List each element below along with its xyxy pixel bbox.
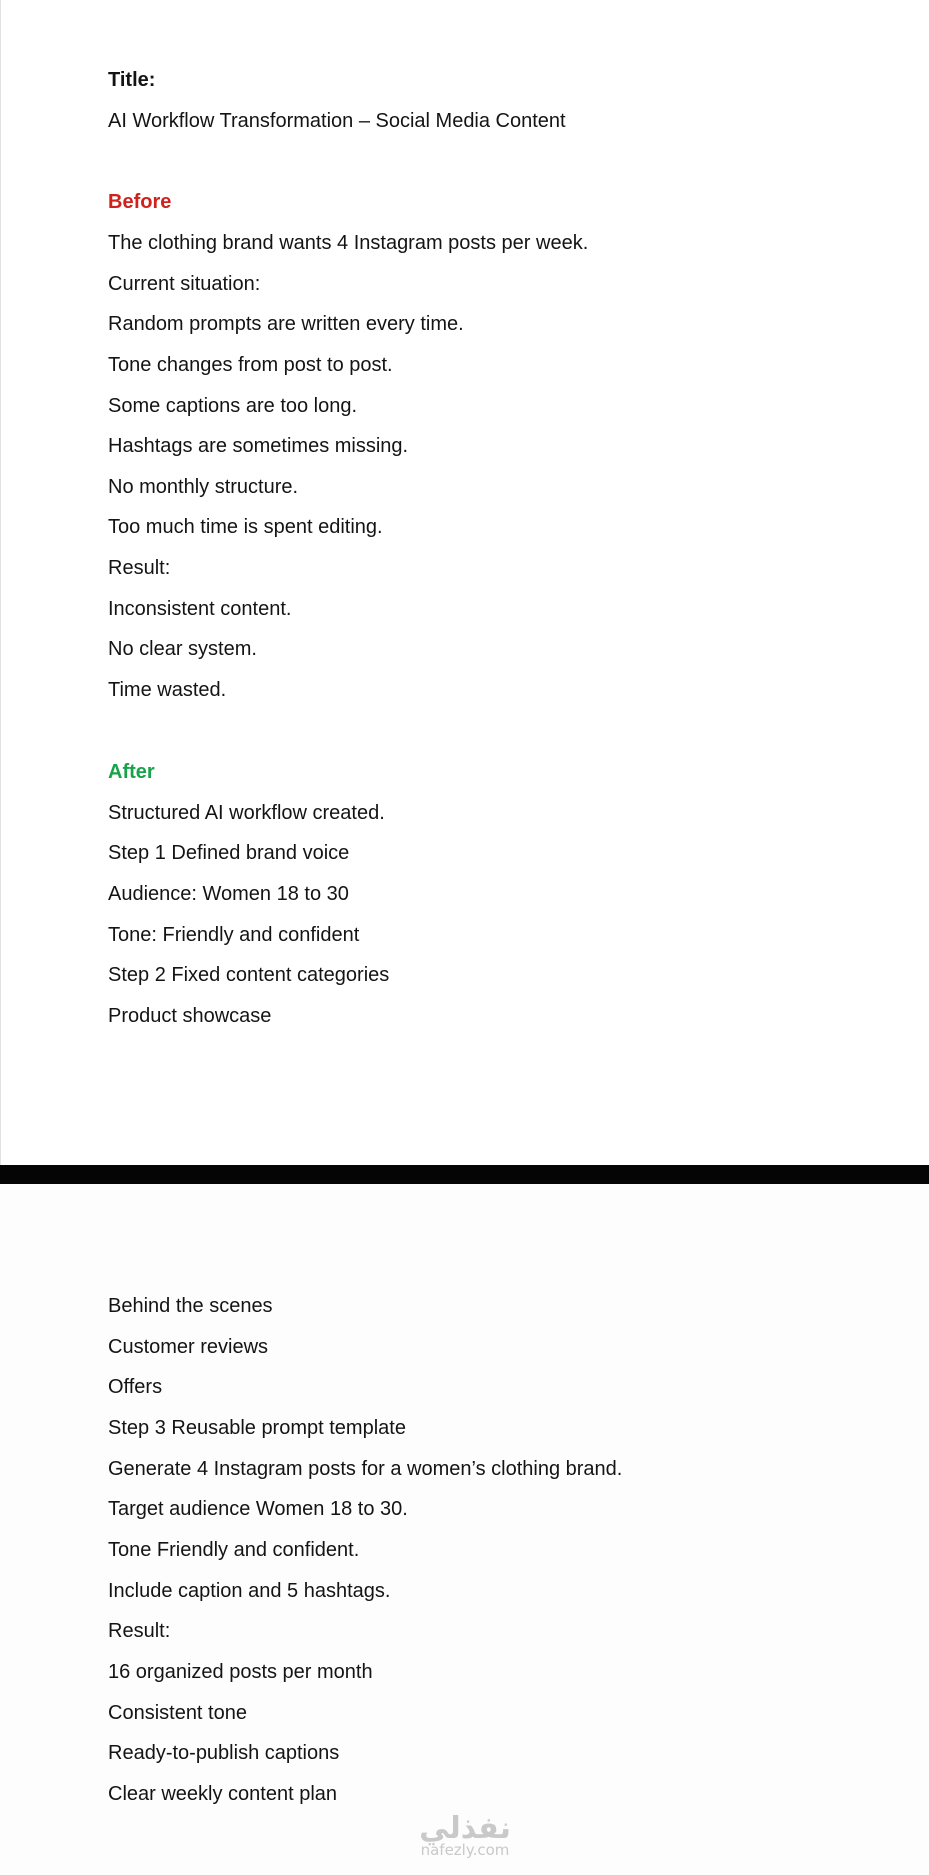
after-line: 16 organized posts per month — [108, 1661, 373, 1683]
after-line: Offers — [108, 1376, 163, 1398]
before-heading: Before — [108, 191, 172, 213]
before-line: Tone changes from post to post. — [108, 354, 393, 376]
before-line: No clear system. — [108, 638, 257, 660]
after-line: Include caption and 5 hashtags. — [108, 1580, 391, 1602]
after-line: Result: — [108, 1620, 171, 1642]
after-line: Consistent tone — [108, 1702, 247, 1724]
before-line: Result: — [108, 557, 171, 579]
before-line: Hashtags are sometimes missing. — [108, 435, 409, 457]
watermark-arabic-text: نفذلي — [419, 1811, 511, 1846]
title-label: Title: — [108, 69, 156, 91]
after-line: Step 1 Defined brand voice — [108, 842, 350, 864]
after-line: Step 3 Reusable prompt template — [108, 1417, 406, 1439]
watermark-latin-text: nafezly.com — [420, 1841, 510, 1859]
document-page-2 — [0, 1184, 929, 1875]
before-line: Random prompts are written every time. — [108, 313, 464, 335]
before-line: Some captions are too long. — [108, 395, 358, 417]
after-line: Step 2 Fixed content categories — [108, 964, 390, 986]
page-divider — [0, 1165, 929, 1184]
after-line: Product showcase — [108, 1005, 272, 1027]
before-line: The clothing brand wants 4 Instagram posts per week. — [108, 232, 589, 254]
after-line: Structured AI workflow created. — [108, 802, 385, 824]
before-line: Inconsistent content. — [108, 598, 292, 620]
before-line: Time wasted. — [108, 679, 227, 701]
before-line: No monthly structure. — [108, 476, 299, 498]
after-line: Customer reviews — [108, 1336, 269, 1358]
document-title: AI Workflow Transformation – Social Media Content — [108, 110, 566, 132]
after-heading: After — [108, 761, 155, 783]
before-line: Current situation: — [108, 273, 261, 295]
after-line: Ready-to-publish captions — [108, 1742, 340, 1764]
before-line: Too much time is spent editing. — [108, 516, 383, 538]
after-line: Clear weekly content plan — [108, 1783, 338, 1805]
after-line: Audience: Women 18 to 30 — [108, 883, 349, 905]
after-line: Behind the scenes — [108, 1295, 273, 1317]
after-line: Target audience Women 18 to 30. — [108, 1498, 408, 1520]
nafezly-watermark — [409, 1812, 521, 1858]
after-line: Generate 4 Instagram posts for a women’s clothing brand. — [108, 1458, 623, 1480]
after-line: Tone: Friendly and confident — [108, 924, 360, 946]
after-line: Tone Friendly and confident. — [108, 1539, 360, 1561]
